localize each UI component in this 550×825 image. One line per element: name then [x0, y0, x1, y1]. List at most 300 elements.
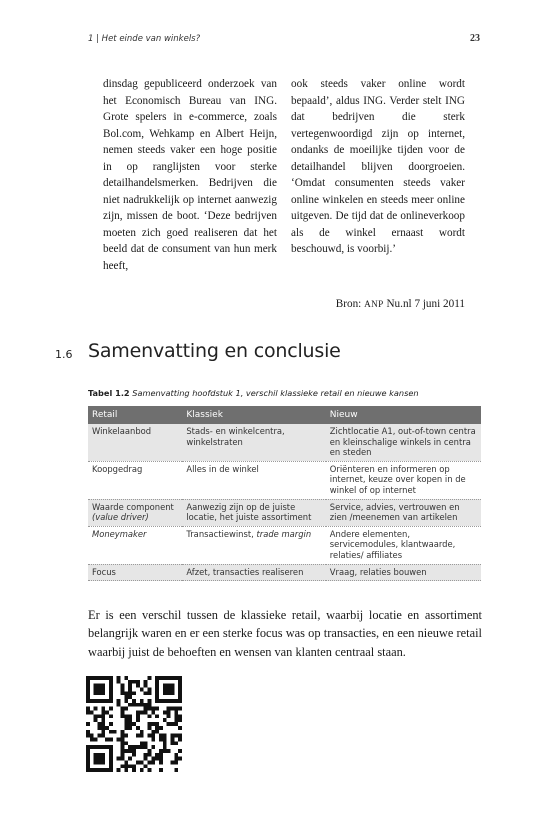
page-number: 23 — [470, 33, 480, 44]
qr-module — [109, 714, 113, 718]
qr-module — [117, 703, 121, 707]
running-header — [88, 34, 480, 44]
quote-source — [336, 298, 465, 310]
qr-module — [124, 718, 128, 722]
qr-module — [178, 695, 182, 699]
qr-module — [155, 726, 159, 730]
qr-module — [86, 707, 90, 711]
table-caption-text: Samenvatting hoofdstuk 1, verschil klassieke retail en nieuwe kansen — [132, 388, 419, 398]
qr-module — [94, 768, 98, 772]
qr-module — [155, 676, 159, 680]
qr-module — [144, 684, 148, 688]
qr-module — [109, 699, 113, 703]
qr-module — [178, 688, 182, 692]
qr-module — [174, 699, 178, 703]
qr-module — [90, 699, 94, 703]
qr-module — [101, 753, 105, 757]
qr-module — [86, 676, 90, 680]
qr-module — [117, 757, 121, 761]
qr-module — [117, 680, 121, 684]
qr-module — [124, 764, 128, 768]
qr-module — [98, 688, 102, 692]
qr-module — [109, 753, 113, 757]
qr-module — [98, 684, 102, 688]
qr-module — [109, 688, 113, 692]
qr-module — [121, 711, 125, 715]
qr-modules — [86, 676, 182, 772]
qr-module — [86, 699, 90, 703]
summary-table — [88, 406, 481, 581]
qr-module — [155, 684, 159, 688]
qr-module — [124, 699, 128, 703]
qr-module — [151, 722, 155, 726]
qr-module — [136, 726, 140, 730]
qr-module — [132, 753, 136, 757]
qr-module — [94, 707, 98, 711]
qr-module — [124, 726, 128, 730]
qr-module — [178, 676, 182, 680]
qr-module — [124, 760, 128, 764]
qr-module — [140, 711, 144, 715]
qr-module — [155, 680, 159, 684]
qr-module — [109, 749, 113, 753]
qr-module — [147, 753, 151, 757]
qr-module — [101, 722, 105, 726]
qr-module — [94, 760, 98, 764]
qr-module — [124, 741, 128, 745]
cell-klassiek-label: Transactiewinst, — [186, 528, 254, 539]
qr-module — [128, 680, 132, 684]
qr-module — [136, 745, 140, 749]
qr-module — [105, 699, 109, 703]
qr-module — [170, 688, 174, 692]
qr-module — [94, 745, 98, 749]
qr-module — [86, 757, 90, 761]
qr-module — [159, 734, 163, 738]
qr-module — [163, 699, 167, 703]
qr-module — [174, 734, 178, 738]
table-caption — [88, 388, 419, 398]
qr-module — [86, 760, 90, 764]
qr-module — [155, 688, 159, 692]
qr-module — [132, 722, 136, 726]
qr-module — [155, 753, 159, 757]
qr-module — [140, 688, 144, 692]
cell-klassiek: Stads- en winkelcentra, winkelstraten — [182, 424, 325, 461]
qr-module — [101, 684, 105, 688]
qr-module — [94, 676, 98, 680]
qr-code-icon[interactable] — [86, 676, 182, 772]
qr-module — [147, 726, 151, 730]
qr-module — [128, 718, 132, 722]
qr-module — [178, 699, 182, 703]
qr-module — [101, 726, 105, 730]
qr-module — [174, 753, 178, 757]
header-klassiek: Klassiek — [182, 406, 325, 424]
qr-module — [174, 711, 178, 715]
qr-module — [121, 730, 125, 734]
qr-module — [94, 684, 98, 688]
qr-module — [121, 688, 125, 692]
qr-module — [174, 676, 178, 680]
qr-module — [94, 691, 98, 695]
qr-module — [170, 741, 174, 745]
qr-module — [121, 734, 125, 738]
qr-module — [98, 699, 102, 703]
qr-module — [136, 714, 140, 718]
qr-module — [86, 695, 90, 699]
qr-module — [101, 707, 105, 711]
qr-module — [90, 745, 94, 749]
qr-module — [178, 726, 182, 730]
qr-module — [109, 745, 113, 749]
qr-module — [124, 691, 128, 695]
qr-module — [113, 730, 117, 734]
qr-module — [151, 757, 155, 761]
qr-module — [174, 768, 178, 772]
qr-module — [178, 714, 182, 718]
qr-module — [159, 737, 163, 741]
qr-module — [159, 726, 163, 730]
qr-module — [86, 734, 90, 738]
qr-module — [124, 749, 128, 753]
qr-module — [124, 714, 128, 718]
qr-module — [144, 680, 148, 684]
qr-module — [86, 753, 90, 757]
qr-module — [140, 734, 144, 738]
table-header-row — [88, 406, 481, 424]
qr-module — [128, 688, 132, 692]
qr-module — [94, 753, 98, 757]
qr-module — [98, 714, 102, 718]
qr-module — [136, 680, 140, 684]
qr-module — [98, 726, 102, 730]
qr-module — [159, 749, 163, 753]
qr-module — [147, 676, 151, 680]
qr-module — [98, 734, 102, 738]
qr-module — [147, 760, 151, 764]
cell-retail: Winkelaanbod — [88, 424, 182, 461]
cell-nieuw: Vraag, relaties bouwen — [326, 564, 481, 581]
cell-klassiek: Afzet, transacties realiseren — [182, 564, 325, 581]
qr-module — [144, 764, 148, 768]
qr-module — [147, 703, 151, 707]
qr-module — [128, 757, 132, 761]
qr-module — [144, 707, 148, 711]
qr-module — [101, 699, 105, 703]
qr-module — [124, 695, 128, 699]
qr-module — [140, 760, 144, 764]
qr-module — [105, 768, 109, 772]
qr-module — [178, 691, 182, 695]
qr-module — [98, 676, 102, 680]
qr-module — [136, 711, 140, 715]
cell-klassiek: Alles in de winkel — [182, 461, 325, 499]
qr-module — [151, 737, 155, 741]
qr-module — [140, 768, 144, 772]
qr-module — [101, 768, 105, 772]
qr-module — [101, 718, 105, 722]
qr-module — [147, 707, 151, 711]
qr-module — [109, 680, 113, 684]
qr-module — [105, 676, 109, 680]
qr-module — [124, 722, 128, 726]
qr-module — [151, 707, 155, 711]
qr-module — [170, 691, 174, 695]
qr-module — [167, 714, 171, 718]
conclusion-paragraph: Er is een verschil tussen de klassieke retail, waarbij locatie en assortiment belangrijk waren en er een sterke focus was op transacties, en een nieuwe retail waarbij juist de behoeften en wensen van klanten centraal staan. — [88, 608, 482, 659]
qr-module — [132, 691, 136, 695]
cell-nieuw: Zichtlocatie A1, out-of-town centra en kleinschalige winkels in centra en steden — [326, 424, 481, 461]
qr-module — [121, 764, 125, 768]
qr-module — [163, 676, 167, 680]
qr-module — [167, 676, 171, 680]
qr-module — [109, 707, 113, 711]
qr-module — [98, 757, 102, 761]
qr-module — [151, 730, 155, 734]
section-title: Samenvatting en conclusie — [88, 340, 341, 362]
qr-module — [90, 768, 94, 772]
qr-module — [151, 760, 155, 764]
qr-module — [167, 691, 171, 695]
running-head: 1 | Het einde van winkels? — [88, 34, 201, 44]
qr-module — [101, 714, 105, 718]
qr-module — [144, 753, 148, 757]
qr-module — [90, 734, 94, 738]
qr-module — [144, 711, 148, 715]
cell-klassiek: Aanwezig zijn op de juiste locatie, het juiste assortiment — [182, 499, 325, 526]
qr-module — [132, 764, 136, 768]
qr-module — [94, 718, 98, 722]
qr-module — [163, 734, 167, 738]
qr-module — [121, 737, 125, 741]
qr-module — [128, 714, 132, 718]
qr-module — [140, 703, 144, 707]
qr-module — [94, 757, 98, 761]
qr-module — [140, 699, 144, 703]
qr-module — [144, 757, 148, 761]
qr-module — [128, 684, 132, 688]
qr-module — [109, 676, 113, 680]
qr-module — [178, 734, 182, 738]
qr-module — [163, 688, 167, 692]
qr-module — [159, 753, 163, 757]
qr-module — [128, 703, 132, 707]
qr-module — [140, 745, 144, 749]
qr-module — [101, 676, 105, 680]
qr-module — [178, 757, 182, 761]
qr-module — [136, 684, 140, 688]
qr-module — [178, 749, 182, 753]
qr-module — [86, 749, 90, 753]
qr-module — [155, 691, 159, 695]
qr-module — [178, 707, 182, 711]
qr-module — [170, 760, 174, 764]
qr-module — [121, 691, 125, 695]
qr-module — [117, 768, 121, 772]
qr-module — [167, 749, 171, 753]
qr-module — [128, 749, 132, 753]
header-retail: Retail — [88, 406, 182, 424]
cell-nieuw: Oriënteren en informeren op internet, keuze over kopen in de winkel of op internet — [326, 461, 481, 499]
qr-module — [178, 718, 182, 722]
qr-module — [155, 722, 159, 726]
qr-module — [147, 734, 151, 738]
qr-module — [86, 722, 90, 726]
qr-module — [132, 749, 136, 753]
qr-module — [155, 695, 159, 699]
qr-module — [159, 757, 163, 761]
qr-module — [178, 684, 182, 688]
qr-module — [178, 680, 182, 684]
qr-module — [144, 691, 148, 695]
qr-module — [86, 688, 90, 692]
qr-module — [121, 753, 125, 757]
qr-module — [167, 711, 171, 715]
qr-module — [86, 684, 90, 688]
qr-module — [140, 730, 144, 734]
qr-module — [163, 749, 167, 753]
qr-module — [147, 714, 151, 718]
qr-module — [170, 707, 174, 711]
qr-module — [147, 722, 151, 726]
qr-module — [117, 676, 121, 680]
qr-module — [86, 768, 90, 772]
qr-module — [174, 707, 178, 711]
qr-module — [128, 691, 132, 695]
qr-module — [151, 734, 155, 738]
qr-module — [167, 707, 171, 711]
source-agency: ANP — [364, 299, 384, 309]
qr-module — [90, 711, 94, 715]
qr-module — [147, 749, 151, 753]
qr-module — [144, 703, 148, 707]
qr-module — [86, 745, 90, 749]
qr-module — [147, 688, 151, 692]
qr-module — [136, 760, 140, 764]
qr-module — [170, 699, 174, 703]
qr-module — [124, 676, 128, 680]
qr-module — [117, 737, 121, 741]
header-nieuw: Nieuw — [326, 406, 481, 424]
section-number: 1.6 — [55, 348, 73, 361]
qr-module — [174, 718, 178, 722]
qr-module — [167, 684, 171, 688]
qr-module — [159, 676, 163, 680]
qr-module — [170, 737, 174, 741]
qr-module — [101, 734, 105, 738]
qr-module — [174, 757, 178, 761]
table-row — [88, 564, 481, 581]
qr-module — [105, 726, 109, 730]
qr-module — [132, 768, 136, 772]
table-caption-label: Tabel 1.2 — [88, 388, 130, 398]
qr-module — [163, 745, 167, 749]
qr-module — [109, 768, 113, 772]
qr-module — [109, 695, 113, 699]
qr-module — [163, 741, 167, 745]
qr-module — [86, 764, 90, 768]
cell-retail — [88, 499, 182, 526]
qr-module — [86, 711, 90, 715]
qr-module — [128, 764, 132, 768]
qr-module — [117, 699, 121, 703]
qr-module — [128, 745, 132, 749]
qr-module — [163, 737, 167, 741]
qr-module — [170, 684, 174, 688]
qr-module — [128, 726, 132, 730]
cell-retail-note: (value driver) — [92, 512, 149, 523]
qr-module — [151, 711, 155, 715]
cell-retail-label: Waarde component — [92, 501, 174, 512]
cell-retail: Focus — [88, 564, 182, 581]
qr-module — [109, 730, 113, 734]
qr-module — [86, 680, 90, 684]
qr-module — [163, 684, 167, 688]
qr-module — [136, 718, 140, 722]
qr-module — [98, 745, 102, 749]
cell-klassiek — [182, 526, 325, 564]
qr-module — [147, 768, 151, 772]
source-rest: Nu.nl 7 juni 2011 — [386, 298, 465, 310]
cell-retail: Moneymaker — [88, 526, 182, 564]
qr-module — [98, 760, 102, 764]
qr-module — [159, 768, 163, 772]
qr-module — [94, 699, 98, 703]
qr-module — [101, 691, 105, 695]
qr-module — [109, 737, 113, 741]
qr-module — [155, 757, 159, 761]
qr-module — [140, 741, 144, 745]
qr-module — [98, 753, 102, 757]
qr-module — [94, 688, 98, 692]
qr-module — [86, 730, 90, 734]
qr-module — [132, 699, 136, 703]
qr-module — [109, 722, 113, 726]
qr-module — [121, 757, 125, 761]
qr-module — [90, 737, 94, 741]
qr-module — [144, 741, 148, 745]
qr-module — [174, 760, 178, 764]
qr-module — [86, 691, 90, 695]
qr-module — [163, 691, 167, 695]
qr-module — [121, 684, 125, 688]
qr-module — [121, 741, 125, 745]
qr-module — [101, 711, 105, 715]
qr-module — [101, 730, 105, 734]
qr-module — [132, 680, 136, 684]
qr-module — [167, 722, 171, 726]
table-row — [88, 526, 481, 564]
qr-module — [174, 741, 178, 745]
qr-module — [121, 714, 125, 718]
quote-right-column: ook steeds vaker online wordt bepaald’, aldus ING. Verder stelt ING dat bedrijven die sterk vertegenwoordigd zijn op internet, ondanks de moeilijke tijden voor de detailhandel blijven doorgroeien. ‘Omdat consumenten steeds vaker online winkelen en steeds meer online uitgeven. De tijd dat de onlineverkoop als de winkel ernaast wordt beschouwd, is voorbij.’ — [291, 78, 465, 255]
qr-module — [124, 768, 128, 772]
qr-module — [178, 737, 182, 741]
qr-module — [98, 722, 102, 726]
qr-module — [109, 764, 113, 768]
qr-module — [170, 722, 174, 726]
qr-module — [101, 745, 105, 749]
qr-module — [170, 734, 174, 738]
qr-module — [155, 707, 159, 711]
qr-module — [90, 676, 94, 680]
qr-module — [170, 676, 174, 680]
qr-module — [144, 745, 148, 749]
cell-nieuw: Andere elementen, servicemodules, klantwaarde, relaties/ affiliates — [326, 526, 481, 564]
qr-module — [109, 760, 113, 764]
qr-module — [94, 714, 98, 718]
